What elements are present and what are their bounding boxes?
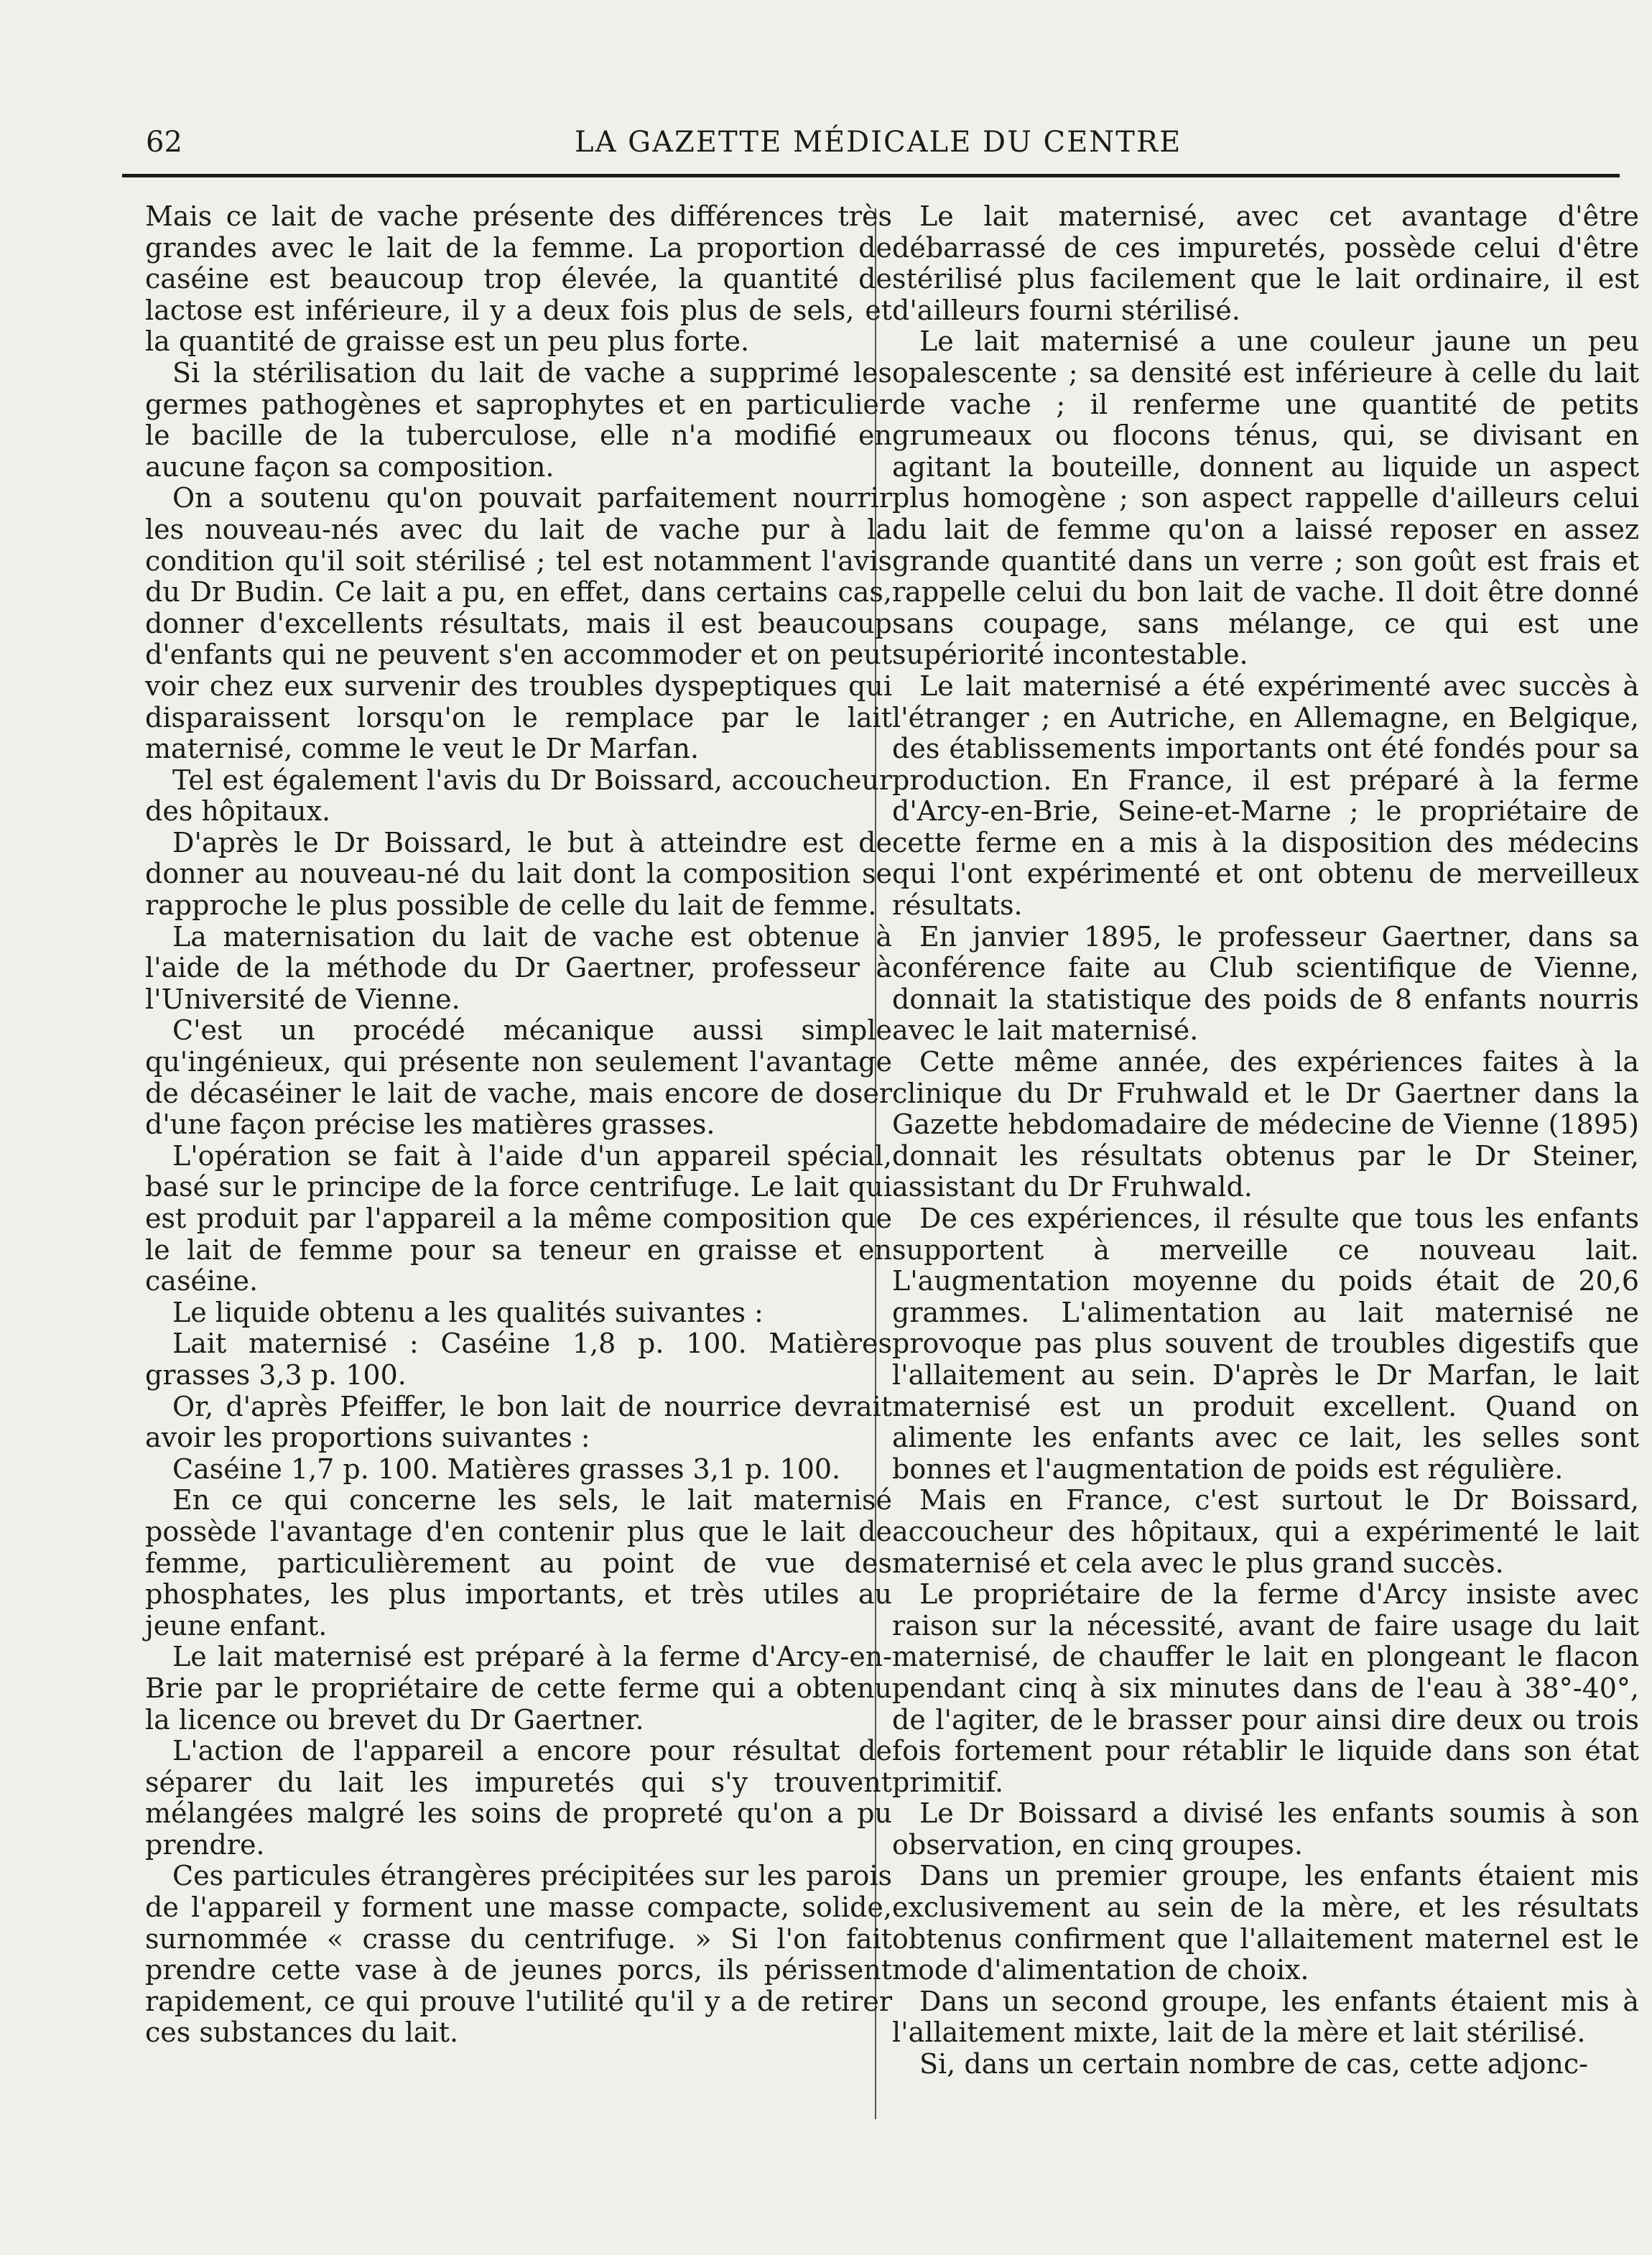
right-column <box>892 201 1639 2080</box>
paragraph: Ces particules étrangères précipitées sur les parois de l'appareil y forment une masse compacte, solide, surnommée « crasse du centrifuge. » Si l'on fait prendre cette vase à de jeunes porcs, ils périssent rapidement, ce qui prouve l'utilité qu'il y a de retirer ces substances du lait. <box>145 1860 892 2049</box>
paragraph: Dans un second groupe, les enfants étaient mis à l'allaitement mixte, lait de la mère et lait stérilisé. <box>892 1985 1639 2049</box>
paragraph: C'est un procédé mécanique aussi simple qu'ingénieux, qui présente non seulement l'avantage de décaséiner le lait de vache, mais encore de doser d'une façon précise les matières grasses. <box>145 1014 892 1141</box>
paragraph: On a soutenu qu'on pouvait parfaitement nourrir les nouveau-nés avec du lait de vache pur à la condition qu'il soit stérilisé ; tel est notamment l'avis du Dr Budin. Ce lait a pu, en effet, dans certains cas, donner d'excellents résultats, mais il est beaucoup d'enfants qui ne peuvent s'en accommoder et on peut voir chez eux survenir des troubles dyspeptiques qui disparaissent lorsqu'on le remplace par le lait maternisé, comme le veut le Dr Marfan. <box>145 482 892 765</box>
paragraph: L'action de l'appareil a encore pour résultat de séparer du lait les impuretés qui s'y trouvent mélangées malgré les soins de propreté qu'on a pu prendre. <box>145 1735 892 1861</box>
paragraph: Lait maternisé : Caséine 1,8 p. 100. Matières grasses 3,3 p. 100. <box>145 1328 892 1391</box>
paragraph: Mais en France, c'est surtout le Dr Boissard, accoucheur des hôpitaux, qui a expérimenté le lait maternisé et cela avec le plus grand succès. <box>892 1484 1639 1579</box>
paragraph: Le liquide obtenu a les qualités suivantes : <box>172 1296 764 1328</box>
paragraph: Si, dans un certain nombre de cas, cette adjonc- <box>919 2048 1589 2080</box>
paragraph: Le propriétaire de la ferme d'Arcy insiste avec raison sur la nécessité, avant de faire usage du lait maternisé, de chauffer le lait en plongeant le flacon pendant cinq à six minutes dans de l'eau à 38°-40°, de l'agiter, de le brasser pour ainsi dire deux ou trois fois fortement pour rétablir le liquide dans son état primitif. <box>892 1578 1639 1798</box>
paragraph: D'après le Dr Boissard, le but à atteindre est de donner au nouveau-né du lait dont la composition se rapproche le plus possible de celle du lait de femme. <box>145 826 892 922</box>
paragraph: Caséine 1,7 p. 100. Matières grasses 3,1 p. 100. <box>172 1453 841 1485</box>
header-rule <box>122 174 1620 177</box>
left-column <box>145 201 892 2049</box>
paragraph: Tel est également l'avis du Dr Boissard, accoucheur des hôpitaux. <box>145 764 892 828</box>
paragraph: L'opération se fait à l'aide d'un appareil spécial, basé sur le principe de la force centrifuge. Le lait qui est produit par l'appareil a la même composition que le lait de femme pour sa teneur en graisse et en caséine. <box>145 1139 892 1297</box>
paragraph: La maternisation du lait de vache est obtenue à l'aide de la méthode du Dr Gaertner, professeur à l'Université de Vienne. <box>145 920 892 1015</box>
paragraph: Mais ce lait de vache présente des différences très grandes avec le lait de la femme. La proportion de caséine est beaucoup trop élevée, la quantité de lactose est inférieure, il y a deux fois plus de sels, et la quantité de graisse est un peu plus forte. <box>145 200 892 358</box>
paragraph: Le lait maternisé est préparé à la ferme d'Arcy-en-Brie par le propriétaire de cette ferme qui a obtenu la licence ou brevet du Dr Gaertner. <box>145 1641 892 1736</box>
paragraph: En janvier 1895, le professeur Gaertner, dans sa conférence faite au Club scientifique de Vienne, donnait la statistique des poids de 8 enfants nourris avec le lait maternisé. <box>892 920 1639 1047</box>
paragraph: Or, d'après Pfeiffer, le bon lait de nourrice devrait avoir les proportions suivantes : <box>145 1390 892 1454</box>
running-header <box>0 121 1652 171</box>
paragraph: Si la stérilisation du lait de vache a supprimé les germes pathogènes et saprophytes et en particulier le bacille de la tuberculose, elle n'a modifié en aucune façon sa composition. <box>145 356 892 483</box>
paragraph: Dans un premier groupe, les enfants étaient mis exclusivement au sein de la mère, et les résultats obtenus confirment que l'allaitement maternel est le mode d'alimentation de choix. <box>892 1860 1639 1986</box>
paragraph: Cette même année, des expériences faites à la clinique du Dr Fruhwald et le Dr Gaertner dans la Gazette hebdomadaire de médecine de Vienne (1895) donnait les résultats obtenus par le Dr Steiner, assistant du Dr Fruhwald. <box>892 1046 1639 1203</box>
page-number: 62 <box>146 126 182 159</box>
journal-title: LA GAZETTE MÉDICALE DU CENTRE <box>575 126 1182 159</box>
paragraph: Le lait maternisé a une couleur jaune un peu opalescente ; sa densité est inférieure à celle du lait de vache ; il renferme une quantité de petits grumeaux ou flocons ténus, qui, se divisant en agitant la bouteille, donnent au liquide un aspect plus homogène ; son aspect rappelle d'ailleurs celui du lait de femme qu'on a laissé reposer en assez grande quantité dans un verre ; son goût est frais et rappelle celui du bon lait de vache. Il doit être donné sans coupage, sans mélange, ce qui est une supériorité incontestable. <box>892 325 1639 671</box>
paragraph: De ces expériences, il résulte que tous les enfants supportent à merveille ce nouveau lait. L'augmentation moyenne du poids était de 20,6 grammes. L'alimentation au lait maternisé ne provoque pas plus souvent de troubles digestifs que l'allaitement au sein. D'après le Dr Marfan, le lait maternisé est un produit excellent. Quand on alimente les enfants avec ce lait, les selles sont bonnes et l'augmentation de poids est régulière. <box>892 1203 1639 1485</box>
paragraph: Le Dr Boissard a divisé les enfants soumis à son observation, en cinq groupes. <box>892 1797 1639 1861</box>
paragraph: Le lait maternisé, avec cet avantage d'être débarrassé de ces impuretés, possède celui d'être stérilisé plus facilement que le lait ordinaire, il est d'ailleurs fourni stérilisé. <box>892 200 1639 326</box>
paragraph: En ce qui concerne les sels, le lait maternisé possède l'avantage d'en contenir plus que le lait de femme, particulièrement au point de vue des phosphates, les plus importants, et très utiles au jeune enfant. <box>145 1484 892 1642</box>
paragraph: Le lait maternisé a été expérimenté avec succès à l'étranger ; en Autriche, en Allemagne, en Belgique, des établissements importants ont été fondés pour sa production. En France, il est préparé à la ferme d'Arcy-en-Brie, Seine-et-Marne ; le propriétaire de cette ferme en a mis à la disposition des médecins qui l'ont expérimenté et ont obtenu de merveilleux résultats. <box>892 670 1639 922</box>
